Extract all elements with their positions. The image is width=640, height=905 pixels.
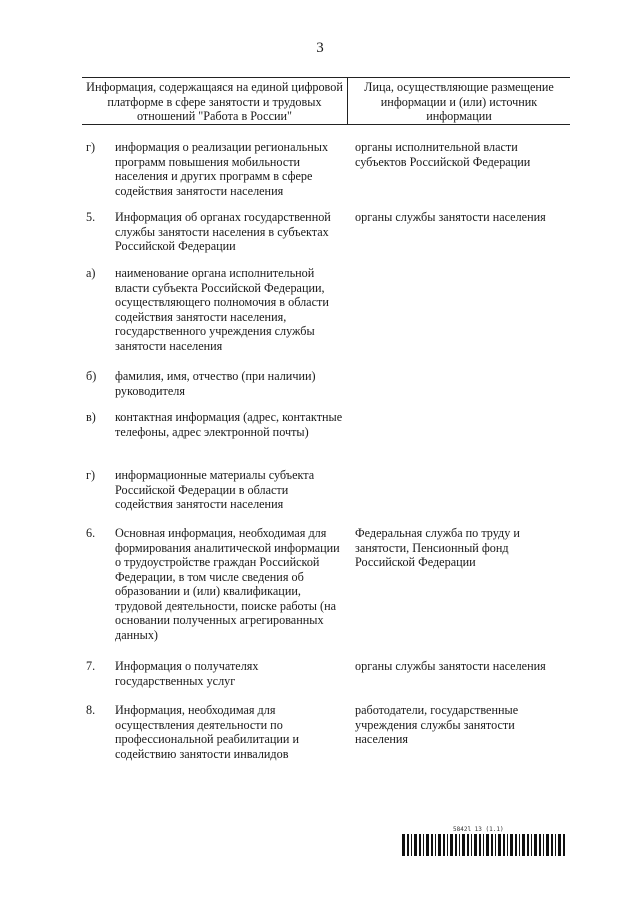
row-info: информация о реализации региональных программ повышения мобильности населения и других программ в сфере содействия занятости населения [115,140,329,198]
row-info: контактная информация (адрес, контактные телефоны, адрес электронной почты) [115,410,343,439]
row-marker: 7. [86,659,96,673]
row-source: органы службы занятости населения [355,210,546,224]
row-info: фамилия, имя, отчество (при наличии) руководителя [115,369,316,398]
header-left-cell: Информация, содержащаяся на единой цифровой платформе в сфере занятости и трудовых отношений "Работа в России" [86,80,343,123]
row-marker: 8. [86,703,96,717]
page-number: 3 [316,40,324,56]
barcode-icon [402,834,566,856]
row-info: наименование органа исполнительной власти субъекта Российской Федерации, осуществляющего полномочия в области содействия занятости населения, государственного учреждения службы занятости населения [115,266,329,353]
row-source: работодатели, государственные учреждения службы занятости населения [355,703,519,746]
row-info: информационные материалы субъекта Российской Федерации в области содействия занятости населения [115,468,315,511]
row-marker: г) [86,140,96,154]
row-info: Информация о получателях государственных услуг [115,659,259,688]
row-info: Информация об органах государственной службы занятости населения в субъектах Российской Федерации [115,210,331,253]
row-marker: г) [86,468,96,482]
row-info: Основная информация, необходимая для формирования аналитической информации о трудоустройстве граждан Российской Федерации, в том числе сведения об образовании и (или) квалификации, трудовой деятельности, поиске работы (на основании полученных агрегированных данных) [115,526,340,642]
footer-stamp: 5842l 13 (1.1) [453,826,504,833]
row-marker: 6. [86,526,96,540]
row-source: Федеральная служба по труду и занятости, Пенсионный фонд Российской Федерации [355,526,520,569]
row-marker: а) [86,266,96,280]
row-marker: 5. [86,210,96,224]
table-header [82,77,570,125]
row-source: органы службы занятости населения [355,659,546,673]
row-source: органы исполнительной власти субъектов Российской Федерации [355,140,531,169]
row-marker: б) [86,369,97,383]
row-marker: в) [86,410,96,424]
header-right-cell: Лица, осуществляющие размещение информации и (или) источник информации [364,80,554,123]
row-info: Информация, необходимая для осуществления деятельности по профессиональной реабилитации и содействию занятости инвалидов [115,703,300,761]
